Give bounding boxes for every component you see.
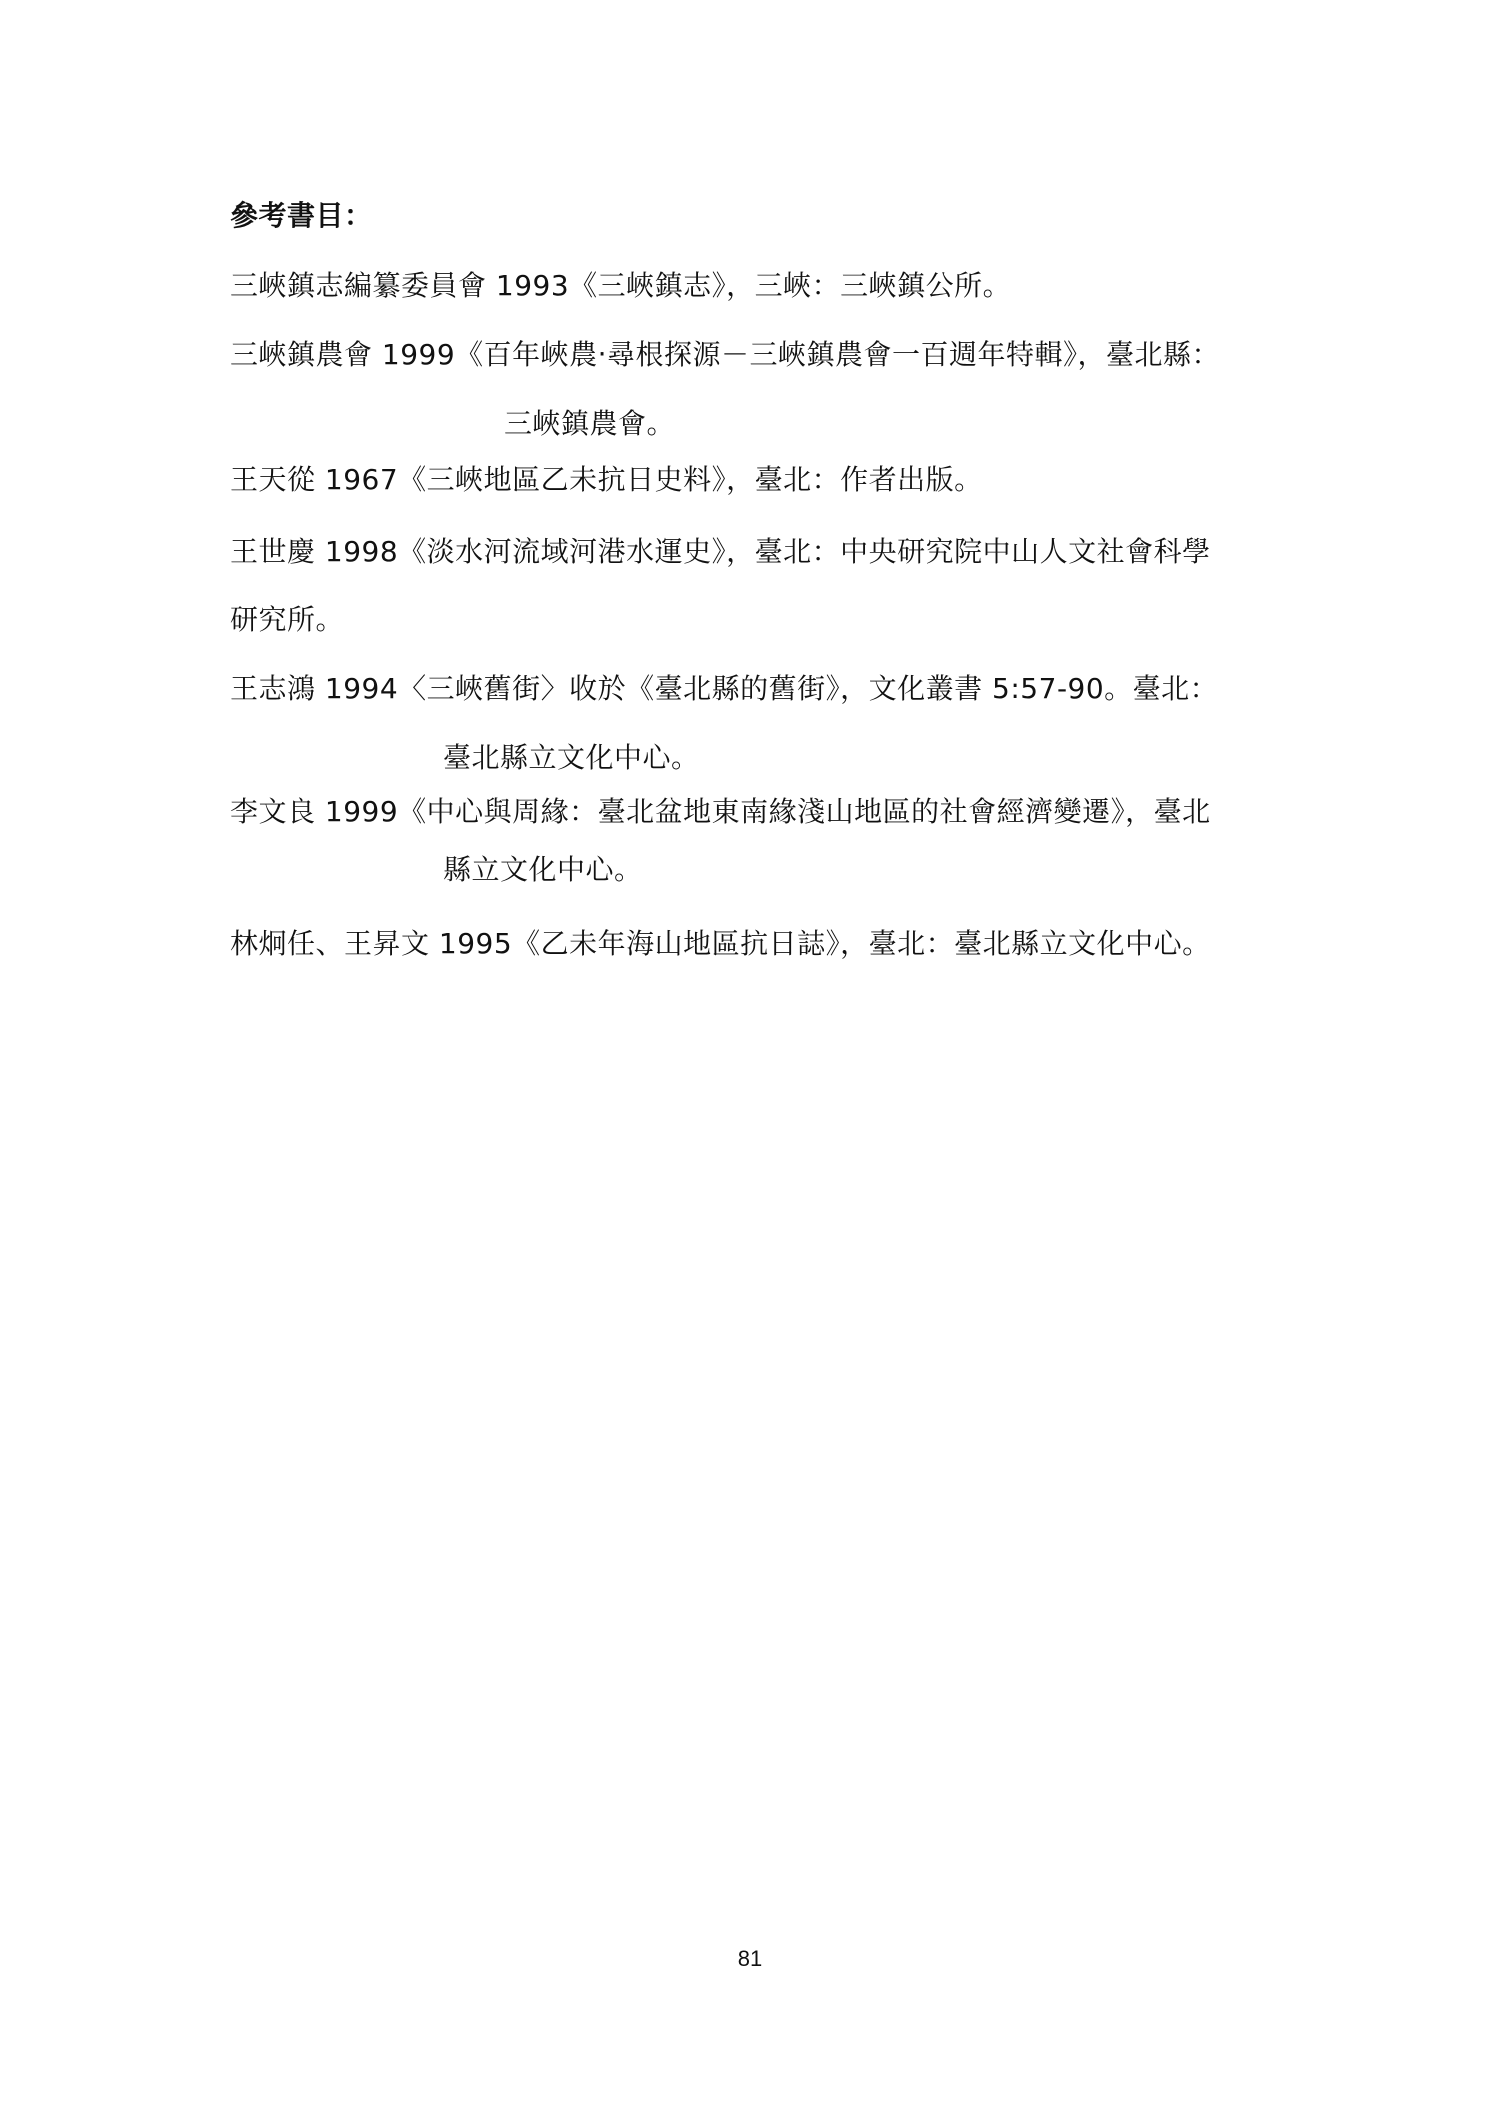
reference-continuation: 臺北縣立文化中心。: [443, 741, 700, 774]
reference-continuation: 縣立文化中心。: [443, 853, 643, 886]
page-number: 81: [737, 1946, 763, 1971]
reference-continuation: 研究所。: [230, 603, 345, 636]
reference-continuation: 三峽鎮農會。: [504, 407, 676, 440]
reference-entry: 三峽鎮志編纂委員會 1993《三峽鎮志》，三峽：三峽鎮公所。: [230, 269, 1012, 302]
reference-entry: 王世慶 1998《淡水河流域河港水運史》，臺北：中央研究院中山人文社會科學: [230, 535, 1211, 568]
reference-entry: 林炯任、王昇文 1995《乙未年海山地區抗日誌》，臺北：臺北縣立文化中心。: [230, 927, 1211, 960]
bibliography-heading: 參考書目：: [230, 199, 373, 232]
reference-entry: 王志鴻 1994〈三峽舊街〉收於《臺北縣的舊街》，文化叢書 5:57-90。臺北：: [230, 672, 1219, 705]
reference-entry: 李文良 1999《中心與周緣：臺北盆地東南緣淺山地區的社會經濟變遷》，臺北: [230, 795, 1211, 828]
reference-entry: 三峽鎮農會 1999《百年峽農‧尋根探源－三峽鎮農會一百週年特輯》，臺北縣：: [230, 338, 1221, 371]
reference-entry: 王天從 1967《三峽地區乙未抗日史料》，臺北：作者出版。: [230, 463, 983, 496]
